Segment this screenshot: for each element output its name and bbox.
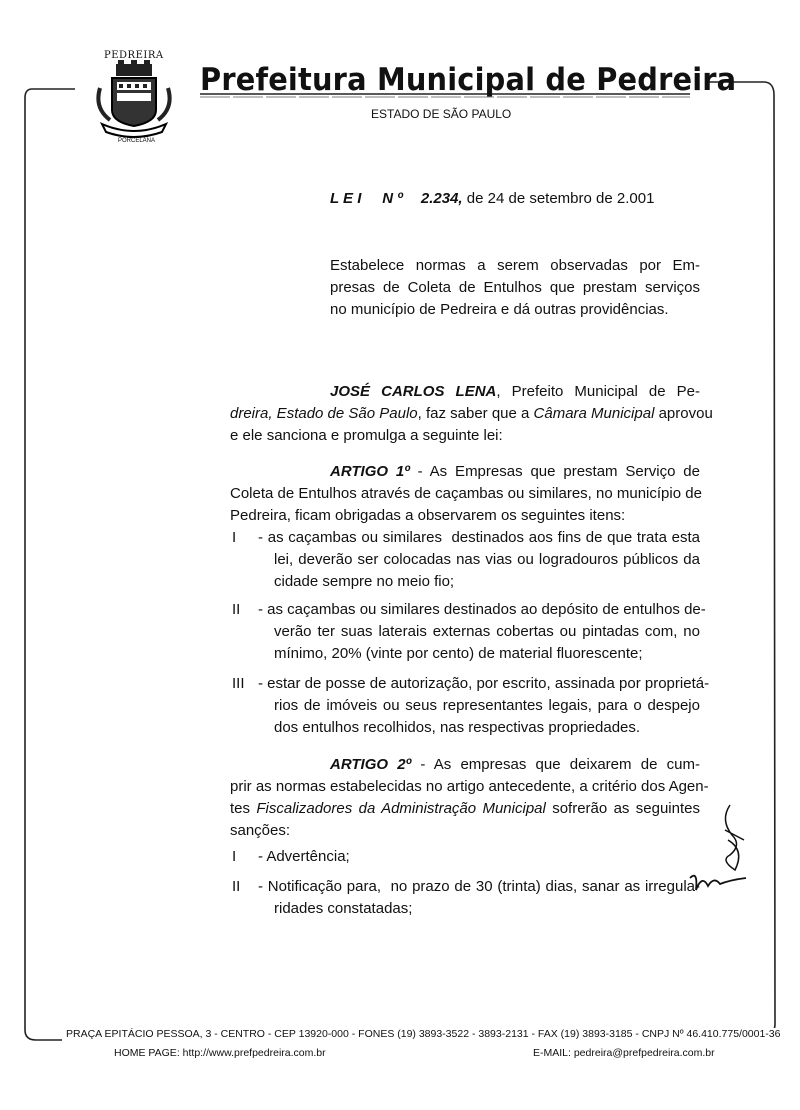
- letterhead-title: Prefeitura Municipal de Pedreira: [200, 62, 737, 98]
- paragraph-line: [330, 461, 700, 483]
- text-segment: Pedreira, ficam obrigadas a observarem os seguintes itens:: [230, 507, 626, 524]
- text-segment: - estar de posse de autorização, por escrito, assinada por proprietá-: [258, 675, 710, 692]
- paragraph-line: [274, 717, 700, 739]
- paragraph-line: [258, 599, 706, 621]
- paragraph-line: [230, 425, 700, 447]
- crest-text-bottom: PORCELANA: [118, 138, 156, 144]
- text-segment: dos entulhos recolhidos, nas respectivas propriedades.: [274, 719, 641, 736]
- footer-email[interactable]: E-MAIL: pedreira@prefpedreira.com.br: [533, 1047, 715, 1059]
- law-prefix: L E I N º: [330, 190, 403, 207]
- paragraph-line: [258, 673, 710, 695]
- text-segment: aprovou: [654, 405, 713, 422]
- text-segment: - As empresas que deixarem de cum-: [411, 756, 700, 773]
- paragraph-line: [258, 846, 700, 868]
- text-segment: - as caçambas ou similares destinados ao depósito de entulhos de-: [258, 601, 706, 618]
- text-segment: tes: [230, 800, 257, 817]
- text-segment: dreira, Estado de São Paulo: [230, 405, 418, 422]
- item-numeral: II: [232, 878, 241, 895]
- paragraph-line: [258, 527, 700, 549]
- paragraph-line: [330, 277, 700, 299]
- paragraph-line: [274, 571, 700, 593]
- signature-marks: [680, 800, 770, 910]
- text-segment: ARTIGO 2º: [330, 756, 412, 773]
- text-segment: - as caçambas ou similares destinados aos fins de que trata esta: [258, 529, 700, 546]
- item-numeral: I: [232, 529, 237, 546]
- paragraph-line: [330, 299, 700, 321]
- text-segment: lei, deverão ser colocadas nas vias ou logradouros públicos da: [274, 551, 700, 568]
- law-date: de 24 de setembro de 2.001: [462, 190, 655, 207]
- paragraph-line: [230, 403, 713, 425]
- text-segment: - Notificação para, no prazo de 30 (trinta) dias, sanar as irregula-: [258, 878, 700, 895]
- paragraph-line: [274, 621, 700, 643]
- text-segment: - As Empresas que prestam Serviço de: [409, 463, 700, 480]
- item-numeral: I: [232, 848, 237, 865]
- item-numeral: II: [232, 601, 241, 618]
- crest-text-top: PEDREIRA: [104, 50, 164, 61]
- text-segment: - Advertência;: [258, 848, 350, 865]
- footer-address: PRAÇA EPITÁCIO PESSOA, 3 - CENTRO - CEP 13920-000 - FONES (19) 3893-3522 - 3893-2131 - FAX (19) 3893-3185 - CNPJ Nº 46.410.775/0001-36: [62, 1028, 785, 1040]
- text-segment: , Prefeito Municipal de Pe-: [496, 383, 700, 400]
- text-segment: verão ter suas laterais externas cobertas ou pintadas com, no: [274, 623, 700, 640]
- paragraph-line: [274, 898, 700, 920]
- paragraph-line: [230, 776, 709, 798]
- text-segment: prir as normas estabelecidas no artigo antecedente, a critério dos Agen-: [230, 778, 709, 795]
- text-segment: mínimo, 20% (vinte por cento) de material fluorescente;: [274, 645, 643, 662]
- text-segment: presas de Coleta de Entulhos que prestam serviços: [330, 279, 700, 296]
- text-segment: Estabelece normas a serem observadas por Em-: [330, 257, 700, 274]
- text-segment: sanções:: [230, 822, 291, 839]
- letterhead-state: ESTADO DE SÃO PAULO: [371, 107, 512, 121]
- text-segment: ridades constatadas;: [274, 900, 413, 917]
- paragraph-line: [330, 754, 700, 776]
- paragraph-line: [230, 483, 700, 505]
- item-numeral: III: [232, 675, 245, 692]
- text-segment: cidade sempre no meio fio;: [274, 573, 455, 590]
- text-segment: e ele sanciona e promulga a seguinte lei:: [230, 427, 503, 444]
- law-number: 2.234,: [420, 190, 463, 207]
- paragraph-line: [330, 255, 700, 277]
- text-segment: , faz saber que a: [417, 405, 534, 422]
- text-segment: no município de Pedreira e dá outras providências.: [330, 301, 669, 318]
- text-segment: ARTIGO 1º: [330, 463, 410, 480]
- paragraph-line: [274, 695, 700, 717]
- municipal-crest-logo: [92, 58, 176, 140]
- text-segment: Fiscalizadores da Administração Municipal: [256, 800, 546, 817]
- paragraph-line: [230, 820, 700, 842]
- paragraph-line: [230, 505, 700, 527]
- text-segment: rios de imóveis ou seus representantes legais, para o despejo: [274, 697, 700, 714]
- text-segment: JOSÉ CARLOS LENA: [330, 383, 497, 400]
- law-heading: [330, 190, 654, 207]
- paragraph-line: [330, 381, 700, 403]
- paragraph-line: [274, 643, 700, 665]
- text-segment: Câmara Municipal: [533, 405, 655, 422]
- text-segment: Coleta de Entulhos através de caçambas ou similares, no município de: [230, 485, 702, 502]
- footer-homepage[interactable]: HOME PAGE: http://www.prefpedreira.com.br: [114, 1047, 326, 1059]
- text-segment: sofrerão as seguintes: [545, 800, 700, 817]
- paragraph-line: [258, 876, 700, 898]
- paragraph-line: [274, 549, 700, 571]
- paragraph-line: [230, 798, 700, 820]
